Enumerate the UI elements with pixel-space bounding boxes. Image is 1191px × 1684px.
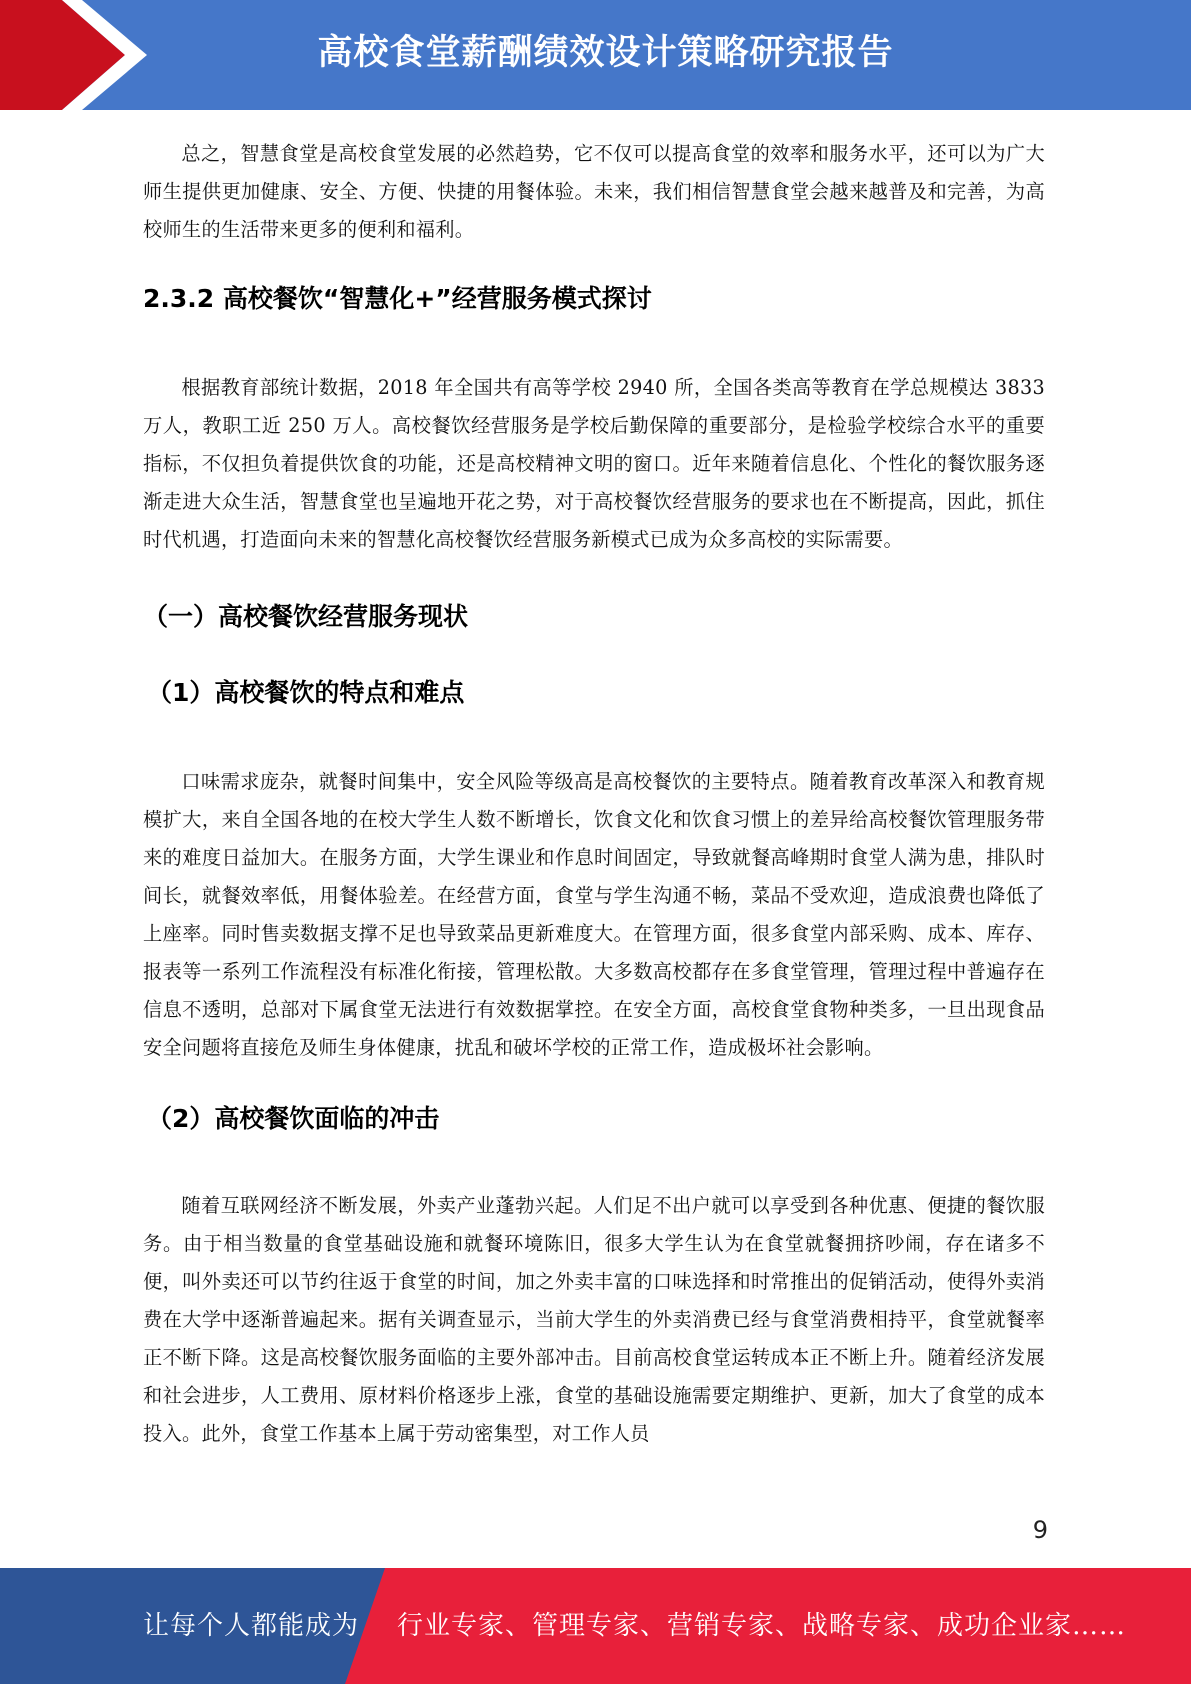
section-heading-current-status: （一）高校餐饮经营服务现状 <box>143 602 469 631</box>
footer-slogan-right: 行业专家、管理专家、营销专家、战略专家、成功企业家…… <box>397 1611 1127 1641</box>
paragraph-features-difficulties: 口味需求庞杂，就餐时间集中，安全风险等级高是高校餐饮的主要特点。随着教育改革深入和教育规模扩大，来自全国各地的在校大学生人数不断增长，饮食文化和饮食习惯上的差异给高校餐饮管理服务带来的难度日益加大。在服务方面，大学生课业和作息时间固定，导致就餐高峰期时食堂人满为患，排队时间长，就餐效率低，用餐体验差。在经营方面，食堂与学生沟通不畅，菜品不受欢迎，造成浪费也降低了上座率。同时售卖数据支撑不足也导致菜品更新难度大。在管理方面，很多食堂内部采购、成本、库存、报表等一系列工作流程没有标准化衔接，管理松散。大多数高校都存在多食堂管理，管理过程中普遍存在信息不透明，总部对下属食堂无法进行有效数据掌控。在安全方面，高校食堂食物种类多，一旦出现食品安全问题将直接危及师生身体健康，扰乱和破坏学校的正常工作，造成极坏社会影响。 <box>143 770 1045 1059</box>
paragraph-smart-canteen-summary: 总之，智慧食堂是高校食堂发展的必然趋势，它不仅可以提高食堂的效率和服务水平，还可以为广大师生提供更加健康、安全、方便、快捷的用餐体验。未来，我们相信智慧食堂会越来越普及和完善，为高校师生的生活带来更多的便利和福利。 <box>143 142 1045 241</box>
subheading-impacts: （2）高校餐饮面临的冲击 <box>147 1104 440 1133</box>
page-body <box>143 127 1045 1453</box>
paragraph-education-statistics: 根据教育部统计数据，2018 年全国共有高等学校 2940 所，全国各类高等教育在学总规模达 3833 万人，教职工近 250 万人。高校餐饮经营服务是学校后勤保障的重要部分，是检验学校综合水平的重要指标，不仅担负着提供饮食的功能，还是高校精神文明的窗口。近年来随着信息化、个性化的餐饮服务逐渐走进大众生活，智慧食堂也呈遍地开花之势，对于高校餐饮经营服务的要求也在不断提高，因此，抓住时代机遇，打造面向未来的智慧化高校餐饮经营服务新模式已成为众多高校的实际需要。 <box>143 376 1045 551</box>
footer-slogan-left: 让每个人都能成为 <box>143 1611 360 1641</box>
report-title: 高校食堂薪酬绩效设计策略研究报告 <box>317 33 894 73</box>
paragraph-impacts: 随着互联网经济不断发展，外卖产业蓬勃兴起。人们足不出户就可以享受到各种优惠、便捷的餐饮服务。由于相当数量的食堂基础设施和就餐环境陈旧，很多大学生认为在食堂就餐拥挤吵闹，存在诸多不便，叫外卖还可以节约往返于食堂的时间，加之外卖丰富的口味选择和时常推出的促销活动，使得外卖消费在大学中逐渐普遍起来。据有关调查显示，当前大学生的外卖消费已经与食堂消费相持平，食堂就餐率正不断下降。这是高校餐饮服务面临的主要外部冲击。目前高校食堂运转成本正不断上升。随着经济发展和社会进步，人工费用、原材料价格逐步上涨，食堂的基础设施需要定期维护、更新，加大了食堂的成本投入。此外，食堂工作基本上属于劳动密集型，对工作人员 <box>143 1194 1045 1445</box>
section-heading-2-3-2: 2.3.2 高校餐饮“智慧化+”经营服务模式探讨 <box>143 284 652 313</box>
subheading-features-difficulties: （1）高校餐饮的特点和难点 <box>147 678 465 707</box>
page-number: 9 <box>1032 1516 1048 1544</box>
page-header <box>0 0 1191 110</box>
page-footer <box>0 1568 1191 1684</box>
